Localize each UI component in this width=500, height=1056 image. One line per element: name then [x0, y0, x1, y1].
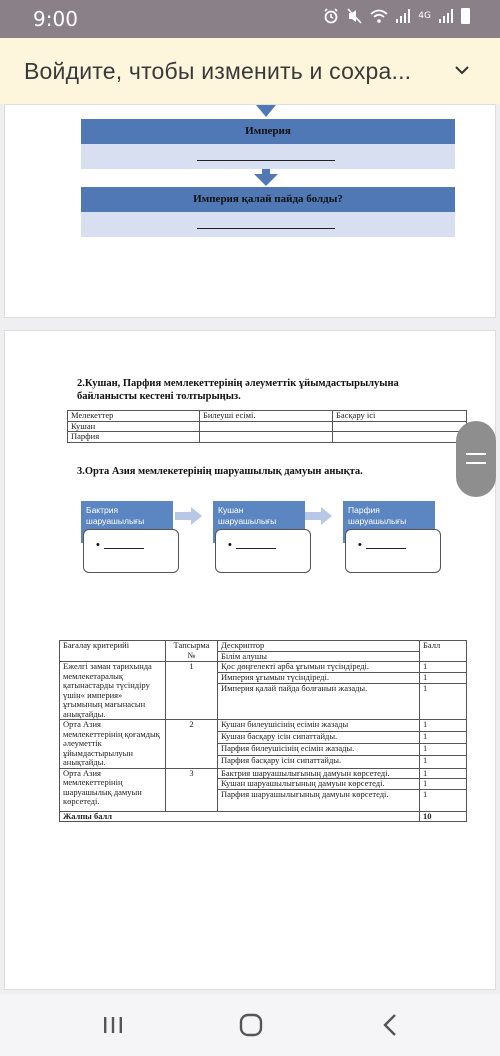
recents-icon[interactable] — [98, 1010, 128, 1040]
question-answer-area — [81, 212, 455, 237]
descriptor-cell: Қос дөңгелекті арба ұғымын түсіндіреді. — [218, 662, 420, 673]
table-cell — [200, 432, 333, 443]
descriptor-cell: Империя қалай пайда болғанын жазады. — [218, 684, 420, 720]
kushan-box-title: Кушан шаруашылығы — [213, 501, 305, 543]
empire-blank-line — [197, 160, 335, 161]
signal-icon-2 — [439, 9, 453, 23]
total-score: 10 — [420, 811, 467, 822]
descriptor-subheader: Білім алушы — [218, 651, 420, 662]
task3-heading: 3.Орта Азия мемлекетерінің шаруашылық дамуын анықта. — [77, 466, 363, 477]
status-time: 9:00 — [33, 7, 78, 31]
table-row — [60, 768, 467, 779]
table-row — [60, 662, 467, 673]
score-cell: 1 — [420, 768, 467, 779]
empire-label: Империя — [81, 119, 455, 144]
task2-heading: 2.Кушан, Парфия мемлекеттерінің әлеуметтік ұйымдастырылуына байланысты кестені толтырыңыз. — [77, 378, 399, 402]
parthia-box-title: Парфия шаруашылығы — [343, 501, 435, 543]
task-no-header: Тапсырма № — [166, 641, 218, 662]
alarm-icon — [323, 8, 339, 24]
document-page-1 — [4, 104, 496, 318]
descriptor-cell: Парфия шаруашылығының дамуын көрсетеді. — [218, 789, 420, 811]
bactria-answer-box: • — [83, 529, 179, 573]
bactria-box-title: Бактрия шаруашылығы — [81, 501, 173, 543]
question-blank-line — [197, 228, 335, 229]
table-row — [60, 720, 467, 732]
document-page-2 — [4, 330, 496, 990]
descriptor-cell: Бактрия шаруашылығының дамуын көрсетеді. — [218, 768, 420, 779]
battery-icon — [461, 8, 470, 24]
task-cell: 1 — [166, 662, 218, 720]
score-cell: 1 — [420, 756, 467, 768]
banner-text: Войдите, чтобы изменить и сохра... — [24, 58, 412, 84]
down-arrow-icon-2 — [251, 169, 281, 187]
score-cell: 1 — [420, 662, 467, 673]
score-cell: 1 — [420, 720, 467, 732]
status-bar — [0, 0, 500, 38]
mute-icon — [347, 8, 362, 24]
table-row — [60, 641, 467, 652]
table-cell: Парфия — [68, 432, 200, 443]
score-cell: 1 — [420, 673, 467, 684]
table-cell — [333, 421, 467, 432]
score-cell: 1 — [420, 779, 467, 790]
status-icons — [323, 8, 470, 24]
descriptor-cell: Кушан шаруашылығының дамуын көрсетеді. — [218, 779, 420, 790]
table-cell — [333, 432, 467, 443]
table-header-cell: Басқару ісі — [333, 411, 467, 422]
task-cell: 2 — [166, 720, 218, 769]
right-arrow-icon — [175, 507, 203, 525]
right-arrow-icon-2 — [305, 507, 333, 525]
down-arrow-icon — [251, 105, 281, 119]
wifi-icon — [370, 9, 388, 24]
criteria-header: Бағалау критерийі — [60, 641, 166, 662]
criteria-cell: Орта Азия мемлекеттерінің қоғамдық әлеуметтік ұйымдастырылуын анықтайды. — [60, 720, 166, 769]
chevron-down-icon[interactable] — [452, 60, 472, 80]
descriptor-cell: Империя ұғымын түсіндіреді. — [218, 673, 420, 684]
task2-table — [67, 410, 467, 443]
task-cell: 3 — [166, 768, 218, 811]
score-cell: 1 — [420, 732, 467, 744]
table-row — [60, 811, 467, 822]
scroll-handle[interactable] — [456, 421, 496, 497]
score-cell: 1 — [420, 789, 467, 811]
table-row — [68, 421, 467, 432]
parthia-answer-box: • — [345, 529, 441, 573]
home-icon[interactable] — [236, 1010, 266, 1040]
criteria-cell: Орта Азия мемлекеттерінің шаруашылық дамуын көрсетеді. — [60, 768, 166, 811]
table-cell — [200, 421, 333, 432]
descriptor-cell: Парфия басқару ісін сипаттайды. — [218, 756, 420, 768]
table-row — [68, 432, 467, 443]
sign-in-banner[interactable] — [0, 38, 500, 104]
question-label: Империя қалай пайда болды? — [81, 187, 455, 212]
table-header-cell: Мелекеттер — [68, 411, 200, 422]
table-row — [68, 411, 467, 422]
table-cell: Кушан — [68, 421, 200, 432]
score-cell: 1 — [420, 744, 467, 756]
signal-icon — [396, 9, 410, 23]
descriptor-cell: Парфия билеушісінің есімін жазады. — [218, 744, 420, 756]
criteria-cell: Ежелгі заман тарихында мемлекетаралық қатынастарды түсіндіру үшін« империя» ұғымының мағынасын анықтайды. — [60, 662, 166, 720]
score-cell: 1 — [420, 684, 467, 720]
kushan-answer-box: • — [215, 529, 311, 573]
descriptor-cell: Кушан билеушісінің есімін жазады — [218, 720, 420, 732]
score-header: Балл — [420, 641, 467, 662]
descriptor-header: Дескриптор — [218, 641, 420, 652]
network-type: 4G — [418, 11, 431, 21]
assessment-table — [59, 640, 467, 822]
empire-answer-area — [81, 144, 455, 169]
navigation-bar — [0, 994, 500, 1056]
back-icon[interactable] — [376, 1010, 406, 1040]
table-header-cell: Билеуші есімі. — [200, 411, 333, 422]
descriptor-cell: Кушан басқару ісін сипаттайды. — [218, 732, 420, 744]
total-label: Жалпы балл — [60, 811, 420, 822]
